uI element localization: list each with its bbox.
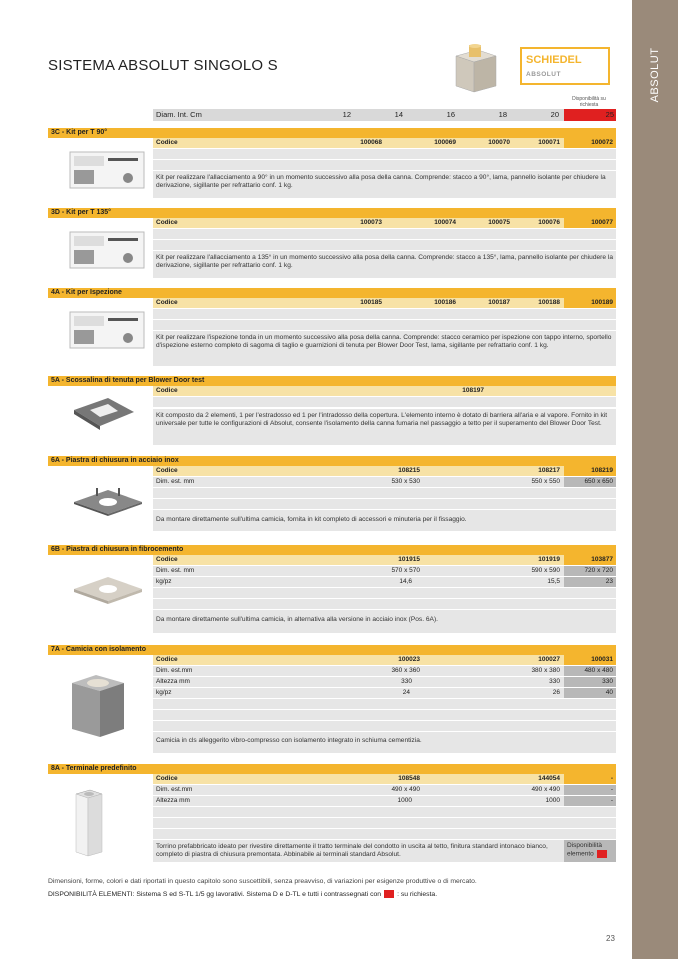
schiedel-logo [520,47,610,85]
empty-row [153,499,616,509]
dim-b: 490 x 490 [531,786,560,793]
height-a: 330 [401,678,412,685]
code-row [153,555,616,565]
code-row [153,774,616,784]
red-marker-icon [597,850,607,858]
code-label: Codice [156,556,178,563]
code-b: 108217 [538,467,560,474]
section-description: Da montare direttamente sull'ultima camicia, fornita in kit completo di accessori e minuteria per il fissaggio. [153,510,616,531]
dim-a: 360 x 360 [391,667,420,674]
code-label: Codice [156,775,178,782]
steel-plate-image [68,478,148,528]
height-label: Altezza mm [156,678,190,685]
empty-row [153,829,616,839]
dim-c: 650 x 650 [584,478,613,485]
page-title: SISTEMA ABSOLUT SINGOLO S [48,57,278,74]
section-title: 3C - Kit per T 90° [48,128,616,138]
dim-c: - [610,786,613,793]
code-14: 100069 [434,139,456,146]
kg-c: 23 [605,578,613,585]
code-16: 100187 [488,299,510,306]
kit-box-image [68,302,148,352]
diam-20: 20 [550,110,559,119]
section-rows [153,466,616,510]
code-12: 100073 [360,219,382,226]
footnote-availability-text: DISPONIBILITÀ ELEMENTI: Sistema S ed S-TL 1/5 gg lavorativi. Sistema D e D-TL e tutti i contrassegnati con [48,890,382,898]
side-band [632,0,678,959]
section-description: Kit composto da 2 elementi, 1 per l'estradosso ed 1 per l'intradosso della copertura. L'elemento interno è dotato di barriera all'aria e al vapore. Fornito in kit universale per tutte le configurazioni di Absolut, consente l'isolamento della canna fumaria nel passaggio a tetto per il superamento del Blower Door Test. [153,409,616,445]
section-title: 7A - Camicia con isolamento [48,645,616,655]
code-c: 103877 [591,556,613,563]
empty-row [153,149,616,159]
availability-note [564,840,616,862]
dim-c: 720 x 720 [584,567,613,574]
availability-text: Disponibilità elemento [567,842,603,858]
description-text: Torrino prefabbricato ideato per rivestire direttamente il tratto terminale del condotto in uscita al tetto, finitura standard intonaco bianco, completo di piastra di chiusura premontata. Abbinabile ai terminali standard Absolut. [156,843,548,858]
code-label: Codice [156,139,178,146]
code-14: 100186 [434,299,456,306]
code-b: 101919 [538,556,560,563]
section-rows [153,298,616,331]
dim-label: Dim. est.mm [156,667,193,674]
dim-a: 570 x 570 [391,567,420,574]
height-a: 1000 [397,797,412,804]
empty-row [153,721,616,731]
code-row [153,218,616,228]
code-b: 100027 [538,656,560,663]
dim-row [153,666,616,676]
weight-row [153,688,616,698]
section-title: 6B - Piastra di chiusura in fibrocemento [48,545,616,555]
dim-row [153,477,616,487]
code-a: 108548 [398,775,420,782]
section-7a [48,645,616,753]
diameter-row [153,109,616,121]
section-title: 8A - Terminale predefinito [48,764,616,774]
code-a: 100023 [398,656,420,663]
code-18: 100071 [538,139,560,146]
dim-row [153,785,616,795]
grey-cell [564,796,616,806]
code-20: 100072 [591,139,613,146]
section-rows [153,774,616,840]
flashing-image [68,390,138,440]
kg-a: 14,6 [399,578,412,585]
dim-label: Dim. est. mm [156,478,195,485]
footnote-availability [48,890,437,898]
height-c: 330 [602,678,613,685]
section-rows [153,386,616,408]
dim-b: 550 x 550 [531,478,560,485]
weight-row [153,577,616,587]
diam-12: 12 [342,110,351,119]
section-title: 6A - Piastra di chiusura in acciaio inox [48,456,616,466]
empty-row [153,309,616,319]
section-rows [153,218,616,251]
code-18: 100188 [538,299,560,306]
empty-row [153,818,616,828]
height-c: - [610,797,613,804]
section-4a [48,288,616,366]
empty-row [153,710,616,720]
code-12: 100068 [360,139,382,146]
dim-b: 380 x 380 [531,667,560,674]
code-c: - [610,775,613,782]
dim-row [153,566,616,576]
code-c: 108219 [591,467,613,474]
fibre-plate-image [68,571,148,611]
height-row [153,677,616,687]
section-rows [153,138,616,171]
kg-c: 40 [605,689,613,696]
highlight-cell [564,774,616,784]
section-description: Kit per realizzare l'allacciamento a 90° in un momento successivo alla posa della canna. Comprende: stacco a 90°, lama, pannello isolante per chiudere la derivazione, sigillante per refrattario conf. 1 kg. [153,171,616,198]
code-row [153,298,616,308]
grey-cell [564,785,616,795]
section-description: Da montare direttamente sull'ultima camicia, in alternativa alla versione in acciaio inox (Pos. 6A). [153,610,616,633]
logo-brand: SCHIEDEL [526,54,582,66]
footnote-disclaimer: Dimensioni, forme, colori e dati riportati in questo capitolo sono suscettibili, senza preavviso, di variazioni per esigenze produttive o di mercato. [48,878,477,885]
dim-a: 530 x 530 [391,478,420,485]
red-marker-icon [384,890,394,898]
section-8a [48,764,616,862]
section-rows [153,555,616,610]
diam-16: 16 [446,110,455,119]
height-label: Altezza mm [156,797,190,804]
empty-row [153,160,616,170]
kit-box-image [68,222,148,272]
empty-row [153,320,616,330]
terminal-image [68,786,108,860]
empty-row [153,397,616,407]
dim-label: Dim. est. mm [156,567,195,574]
empty-row [153,807,616,817]
code-a: 101915 [398,556,420,563]
empty-row [153,599,616,609]
code-label: Codice [156,299,178,306]
code-row [153,655,616,665]
section-5a [48,376,616,446]
kg-label: kg/pz [156,578,172,585]
code-20: 100077 [591,219,613,226]
section-description: Camicia in cls alleggerito vibro-compresso con isolamento integrato in schiuma cementizia. [153,732,616,753]
kg-label: kg/pz [156,689,172,696]
code-16: 100070 [488,139,510,146]
dim-b: 590 x 590 [531,567,560,574]
code-label: Codice [156,467,178,474]
code-label: Codice [156,387,178,394]
section-title: 3D - Kit per T 135° [48,208,616,218]
jacket-block-image [68,671,128,741]
section-title: 5A - Scossalina di tenuta per Blower Door test [48,376,616,386]
section-description [153,840,616,862]
section-description: Kit per realizzare l'ispezione tonda in un momento successivo alla posa della canna. Comprende: stacco ceramico per ispezione con tappo interno, sportello d'ispezione esterno completo di sagoma di taglio e guarnizioni di tenuta per Blower Door Test, lama, sigillante per refrattario conf. 1 kg. [153,331,616,366]
section-title: 4A - Kit per Ispezione [48,288,616,298]
section-3d [48,208,616,278]
logo-sub: ABSOLUT [526,71,561,78]
code-universal: 108197 [462,387,484,394]
section-3c [48,128,616,198]
kg-b: 26 [552,689,560,696]
empty-row [153,699,616,709]
code-c: 100031 [591,656,613,663]
section-description: Kit per realizzare l'allacciamento a 135° in un momento successivo alla posa della canna. Comprende: stacco a 135°, lama, pannello isolante per chiudere la derivazione, sigillante per refrattario conf. 1 kg. [153,251,616,278]
kg-a: 24 [402,689,410,696]
code-16: 100075 [488,219,510,226]
section-rows [153,655,616,732]
code-a: 108215 [398,467,420,474]
empty-row [153,240,616,250]
availability-header: Disponibilità su richiesta [572,96,606,108]
section-6a [48,456,616,531]
height-b: 330 [549,678,560,685]
empty-row [153,588,616,598]
product-image [452,42,498,94]
code-12: 100185 [360,299,382,306]
empty-row [153,229,616,239]
diam-18: 18 [498,110,507,119]
code-label: Codice [156,219,178,226]
page-number: 23 [606,934,615,943]
code-row [153,466,616,476]
code-14: 100074 [434,219,456,226]
section-6b [48,545,616,633]
footnote-availability-tail: : su richiesta. [397,890,438,898]
side-section-label: ABSOLUT [649,47,661,103]
diam-25: 25 [564,109,616,121]
diam-label: Diam. Int. Cm [156,110,202,119]
dim-c: 480 x 480 [584,667,613,674]
height-row [153,796,616,806]
kg-b: 15,5 [547,578,560,585]
code-row [153,138,616,148]
code-label: Codice [156,656,178,663]
code-18: 100076 [538,219,560,226]
code-row [153,386,616,396]
kit-box-image [68,142,148,192]
diam-14: 14 [394,110,403,119]
code-20: 100189 [591,299,613,306]
height-b: 1000 [545,797,560,804]
code-b: 144054 [538,775,560,782]
dim-a: 490 x 490 [391,786,420,793]
empty-row [153,488,616,498]
dim-label: Dim. est.mm [156,786,193,793]
